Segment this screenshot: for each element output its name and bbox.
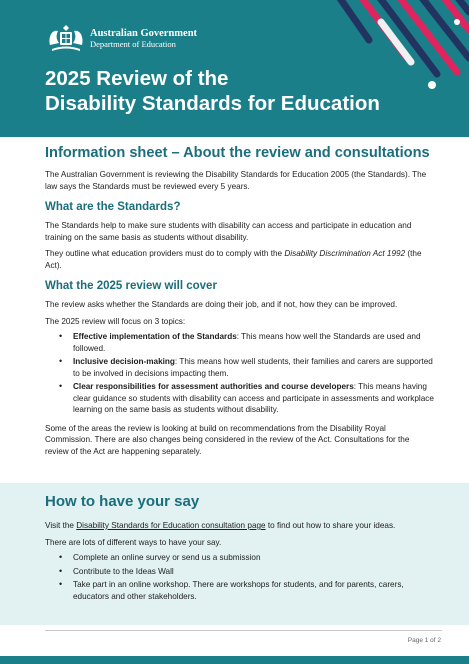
have-your-say-panel [0, 483, 469, 625]
list-item: • Contribute to the Ideas Wall [45, 566, 435, 578]
act-title: Disability Discrimination Act 1992 [284, 249, 406, 258]
list-item [45, 356, 435, 379]
bottom-bar [0, 656, 469, 664]
closing-paragraph: Some of the areas the review is looking at build on recommendations from the Disability Royal Commission. There are also changes being considered in the review of the Act. Consultations for the review of the Act are happening separately. [45, 423, 410, 456]
standards-p2-end: (the Act). [45, 249, 422, 270]
standards-paragraph-2 [45, 248, 435, 271]
department-name: Department of Education [90, 39, 176, 49]
topic-description: : This means having clear guidance so students with disability can access and participate in assessments and workplace learning on the same basis as students without disability. [73, 382, 434, 414]
say-paragraph-2: There are lots of different ways to have your say. [45, 537, 222, 547]
review-cover-heading: What the 2025 review will cover [45, 280, 217, 292]
standards-p2-text: They outline what education providers must do to comply with the [45, 249, 285, 258]
intro-paragraph: The Australian Government is reviewing the Disability Standards for Education 2005 (the Standards). The law says the Standards must be reviewed every 5 years. [45, 170, 427, 191]
topic-title: Inclusive decision-making [73, 357, 175, 366]
standards-paragraph-1: The Standards help to make sure students with disability can access and participate in education and training on the same basis as students without disability. [45, 221, 412, 242]
title-line-1: 2025 Review of the [45, 67, 229, 90]
topics-list [45, 331, 435, 416]
topic-description: : This means how well students, their families and carers are supported to be involved in decisions impacting them. [73, 357, 433, 378]
topic-title: Effective implementation of the Standards [73, 332, 237, 341]
consultation-page-link[interactable]: Disability Standards for Education consultation page [76, 521, 266, 530]
government-name: Australian Government [90, 28, 198, 39]
have-your-say-heading: How to have your say [45, 493, 200, 510]
topic-description: : This means how well the Standards are used and followed. [73, 332, 421, 353]
main-content [45, 144, 435, 457]
review-cover-paragraph-1: The review asks whether the Standards are doing their job, and if not, how they can be improved. [45, 300, 398, 309]
footer-divider [45, 630, 442, 631]
standards-heading: What are the Standards? [45, 201, 181, 213]
say-p1-text: Visit the [45, 521, 77, 530]
list-item [45, 381, 435, 416]
list-item: • Complete an online survey or send us a submission [45, 552, 435, 564]
list-item: • Take part in an online workshop. There are workshops for students, and for parents, carers, educators and other stakeholders. [45, 579, 435, 602]
title-line-2: Disability Standards for Education [45, 92, 380, 115]
say-p1-end: to find out how to share your ideas. [265, 521, 396, 530]
list-item [45, 331, 435, 354]
say-paragraph-1 [45, 520, 435, 532]
coat-of-arms-icon [46, 25, 86, 53]
government-logo [46, 25, 197, 53]
info-sheet-heading: Information sheet – About the review and consultations [45, 145, 430, 161]
page-title [45, 66, 380, 116]
ways-list [45, 552, 435, 602]
page-number: Page 1 of 2 [407, 637, 441, 644]
topic-title: Clear responsibilities for assessment authorities and course developers [73, 382, 354, 391]
review-cover-paragraph-2: The 2025 review will focus on 3 topics: [45, 316, 186, 326]
page-header [0, 0, 469, 137]
